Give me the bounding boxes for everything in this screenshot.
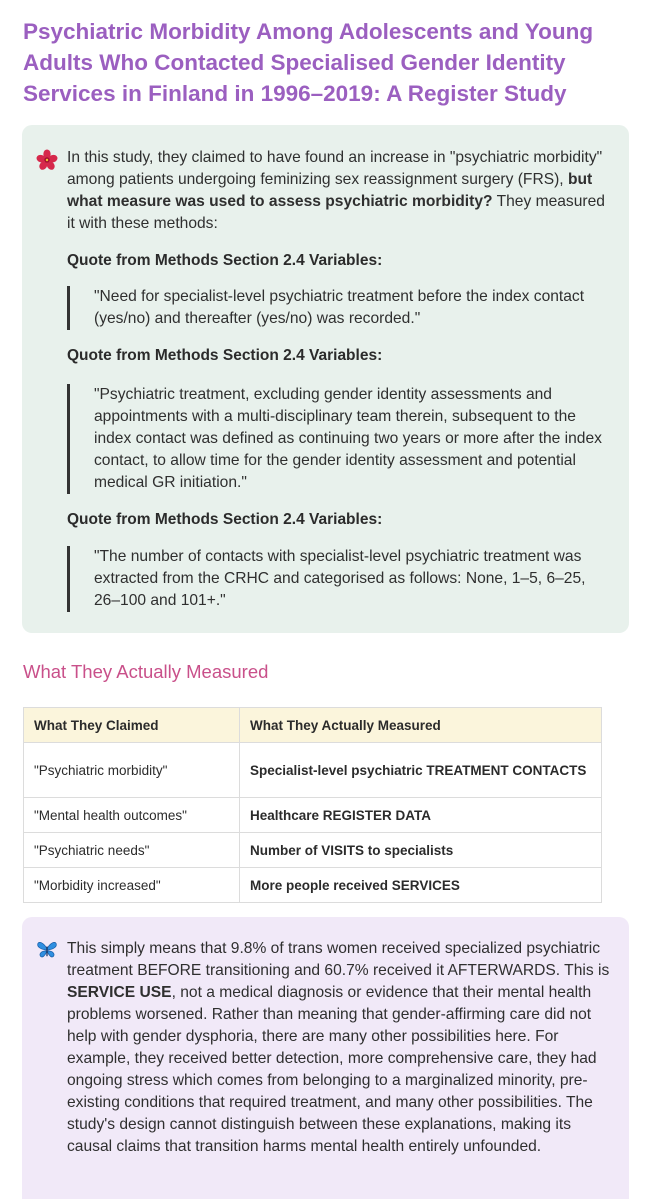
claimed-cell: "Mental health outcomes" — [24, 798, 240, 833]
measured-cell: Specialist-level psychiatric TREATMENT CONTACTS — [240, 743, 602, 798]
conclusion-text-start: This simply means that 9.8% of trans women received specialized psychiatric treatment BEFORE transitioning and 60.7% received it AFTERWARDS. This is — [67, 940, 610, 979]
conclusion-text — [67, 938, 612, 1158]
quote-heading: Quote from Methods Section 2.4 Variables: — [67, 511, 383, 528]
conclusion-text-end: , not a medical diagnosis or evidence that their mental health problems worsened. Rather than meaning that gender-affirming care did not help with gender dysphoria, there are many other possibilities here. For example, they received better detection, more comprehensive care, they had ongoing stress which comes from belonging to a marginalized minority, pre-existing conditions that required treatment, and many other possibilities. The study's design cannot distinguish between these explanations, making its causal claims that transition harms mental health entirely unfounded. — [67, 984, 597, 1155]
claimed-cell: "Morbidity increased" — [24, 868, 240, 903]
table-row — [24, 868, 602, 903]
callout-intro — [67, 147, 612, 235]
section-title: What They Actually Measured — [23, 661, 269, 682]
measured-cell: Healthcare REGISTER DATA — [240, 798, 602, 833]
butterfly-icon — [36, 939, 58, 961]
intro-bold-question: but what measure was used to assess psychiatric morbidity? — [67, 171, 593, 210]
intro-text-end: They measured it with these methods: — [67, 193, 605, 232]
claimed-cell: "Psychiatric morbidity" — [24, 743, 240, 798]
column-header: What They Claimed — [24, 708, 240, 743]
methods-quote: "The number of contacts with specialist-level psychiatric treatment was extracted from the CRHC and categorised as follows: None, 1–5, 6–25, 26–100 and 101+." — [67, 546, 612, 612]
article-title: Psychiatric Morbidity Among Adolescents and Young Adults Who Contacted Specialised Gender Identity Services in Finland in 1996–2019: A Register Study — [23, 19, 594, 106]
measured-cell: More people received SERVICES — [240, 868, 602, 903]
methods-quote: "Psychiatric treatment, excluding gender identity assessments and appointments with a multi-disciplinary team therein, subsequent to the index contact was defined as continuing two years or more after the index contact, to allow time for the gender identity assessment and potential medical GR initiation." — [67, 384, 612, 494]
methods-callout — [22, 125, 629, 633]
comparison-table — [23, 707, 602, 903]
service-use-bold: SERVICE USE — [67, 984, 172, 1001]
methods-quote: "Need for specialist-level psychiatric treatment before the index contact (yes/no) and thereafter (yes/no) was recorded." — [67, 286, 612, 330]
conclusion-callout — [22, 917, 629, 1199]
column-header: What They Actually Measured — [240, 708, 602, 743]
quote-heading: Quote from Methods Section 2.4 Variables: — [67, 252, 383, 269]
table-row — [24, 798, 602, 833]
measured-cell: Number of VISITS to specialists — [240, 833, 602, 868]
claimed-cell: "Psychiatric needs" — [24, 833, 240, 868]
quote-heading: Quote from Methods Section 2.4 Variables: — [67, 347, 383, 364]
intro-text: In this study, they claimed to have found an increase in "psychiatric morbidity" among patients undergoing feminizing sex reassignment surgery (FRS), — [67, 149, 603, 188]
table-row — [24, 743, 602, 798]
hibiscus-icon — [36, 149, 58, 171]
table-row — [24, 833, 602, 868]
table-header-row — [24, 708, 602, 743]
